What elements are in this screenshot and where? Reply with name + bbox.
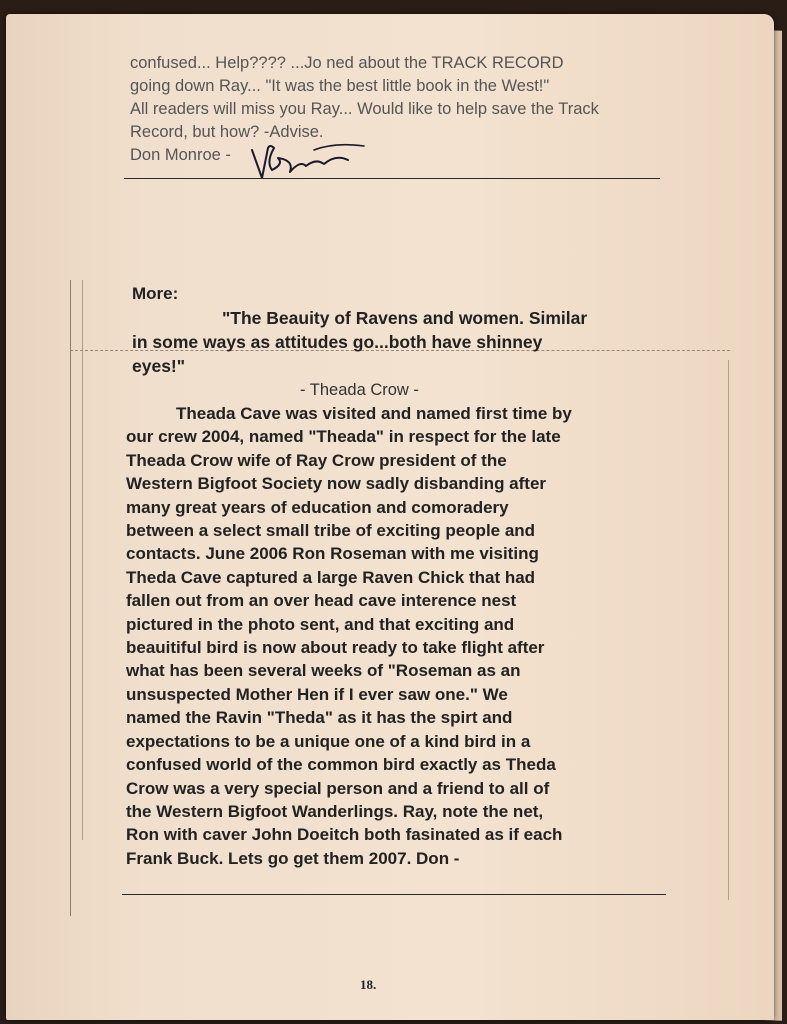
body-line: named the Ravin "Theda" as it has the spirt and <box>126 708 513 728</box>
body-line: contacts. June 2006 Ron Roseman with me visiting <box>126 544 539 564</box>
header-line: confused... Help???? ...Jo ned about the TRACK RECORD <box>130 54 564 72</box>
body-line: Western Bigfoot Society now sadly disbanding after <box>126 474 547 494</box>
divider <box>122 894 666 895</box>
body-line: fallen out from an over head cave interence nest <box>126 591 517 611</box>
body-line: between a select small tribe of exciting people and <box>126 521 536 541</box>
body-line: confused world of the common bird exactly as Theda <box>126 755 556 775</box>
body-line: Ron with caver John Doeitch both fasinated as if each <box>126 825 563 845</box>
body-line: Theada Cave was visited and named first time by <box>176 404 572 423</box>
quote <box>132 306 587 378</box>
header-line: All readers will miss you Ray... Would like to help save the Track <box>130 100 599 118</box>
body-line: pictured in the photo sent, and that exciting and <box>126 614 515 634</box>
page-number: 18. <box>360 977 377 992</box>
divider <box>124 178 660 179</box>
frame-line <box>728 360 729 900</box>
body-line: expectations to be a unique one of a kind bird in a <box>126 731 531 751</box>
body-line: beauitiful bird is now about ready to take flight after <box>126 638 545 658</box>
frame-line <box>70 280 71 916</box>
body-line: many great years of education and comoradery <box>126 497 509 517</box>
header-line: going down Ray... "It was the best little book in the West!" <box>130 77 550 95</box>
body-line: Theda Cave captured a large Raven Chick that had <box>126 567 536 587</box>
section-label: More: <box>132 284 179 303</box>
handwritten-signature <box>244 140 384 182</box>
body-paragraph <box>126 402 572 870</box>
body-line: Theada Crow wife of Ray Crow president of the <box>126 450 507 470</box>
quote-line: "The Beauity of Ravens and women. Similar <box>222 308 588 328</box>
quote-attribution: - Theada Crow - <box>300 381 419 399</box>
frame-line <box>82 280 83 840</box>
header-line: Don Monroe - <box>130 146 231 164</box>
quote-line: eyes!" <box>132 356 186 376</box>
body-line: the Western Bigfoot Wanderlings. Ray, note the net, <box>126 801 544 821</box>
body-line: what has been several weeks of "Roseman as an <box>126 661 521 681</box>
quote-line: in some ways as attitudes go...both have shinney <box>132 332 543 352</box>
body-line: Frank Buck. Lets go get them 2007. Don - <box>126 848 460 868</box>
body-line: our crew 2004, named "Theada" in respect for the late <box>126 427 561 447</box>
header-line: Record, but how? -Advise. <box>130 123 324 141</box>
body-line: unsuspected Mother Hen if I ever saw one." We <box>126 684 508 704</box>
body-line: Crow was a very special person and a friend to all of <box>126 778 550 798</box>
